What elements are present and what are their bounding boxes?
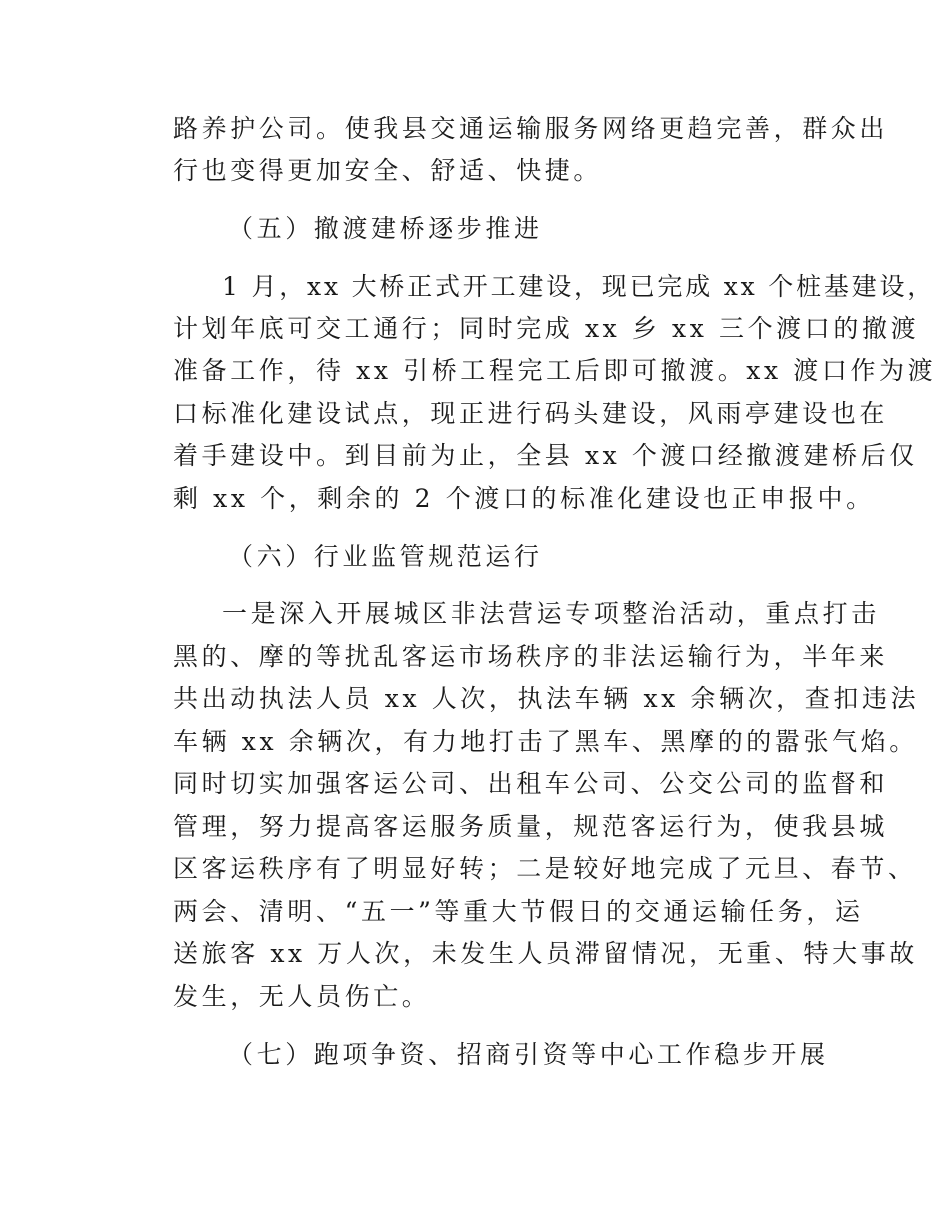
section-heading-6: （六）行业监管规范运行 [228, 542, 543, 571]
paragraph-line: 准备工作，待 xx 引桥工程完工后即可撤渡。xx 渡口作为渡 [173, 356, 937, 385]
paragraph-line: 同时切实加强客运公司、出租车公司、公交公司的监督和 [173, 769, 889, 798]
paragraph-line: 车辆 xx 余辆次，有力地打击了黑车、黑摩的的嚣张气焰。 [173, 727, 918, 756]
paragraph-line: 送旅客 xx 万人次，未发生人员滞留情况，无重、特大事故 [173, 939, 918, 968]
paragraph-line: 行也变得更加安全、舒适、快捷。 [173, 156, 603, 185]
paragraph-line: 黑的、摩的等扰乱客运市场秩序的非法运输行为，半年来 [173, 642, 889, 671]
paragraph-line: 着手建设中。到目前为止，全县 xx 个渡口经撤渡建桥后仅 [173, 441, 918, 470]
paragraph-line: 一是深入开展城区非法营运专项整治活动，重点打击 [222, 599, 880, 628]
paragraph-line: 口标准化建设试点，现正进行码头建设，风雨亭建设也在 [173, 399, 889, 428]
paragraph-line: 1 月，xx 大桥正式开工建设，现已完成 xx 个桩基建设， [222, 272, 936, 301]
section-heading-7: （七）跑项争资、招商引资等中心工作稳步开展 [228, 1040, 829, 1069]
paragraph-line: 两会、清明、“五一”等重大节假日的交通运输任务，运 [173, 897, 864, 926]
paragraph-line: 区客运秩序有了明显好转；二是较好地完成了元旦、春节、 [173, 854, 917, 883]
paragraph-line: 计划年底可交工通行；同时完成 xx 乡 xx 三个渡口的撤渡 [173, 314, 920, 343]
section-heading-5: （五）撤渡建桥逐步推进 [228, 214, 543, 243]
paragraph-line: 共出动执法人员 xx 人次，执法车辆 xx 余辆次，查扣违法 [173, 684, 920, 713]
paragraph-line: 路养护公司。使我县交通运输服务网络更趋完善，群众出 [173, 114, 889, 143]
paragraph-line: 管理，努力提高客运服务质量，规范客运行为，使我县城 [173, 812, 889, 841]
paragraph-line: 剩 xx 个，剩余的 2 个渡口的标准化建设也正申报中。 [173, 484, 875, 513]
paragraph-line: 发生，无人员伤亡。 [173, 982, 431, 1011]
